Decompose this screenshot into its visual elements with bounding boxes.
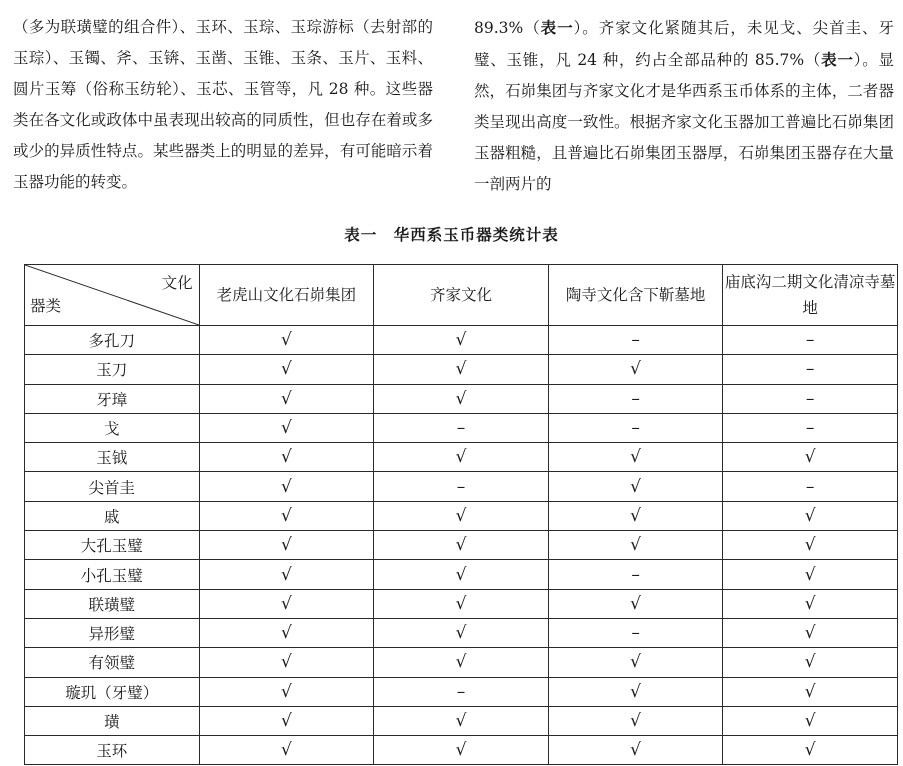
mark-cell: – (548, 384, 723, 413)
table-caption: 表一 华西系玉币器类统计表 (344, 226, 559, 244)
row-label-cell: 玉刀 (25, 355, 200, 384)
statistics-table (24, 264, 898, 765)
mark-cell: √ (199, 472, 374, 501)
mark-cell: √ (548, 355, 723, 384)
table-row (25, 677, 898, 706)
mark-cell: √ (548, 736, 723, 765)
table-reference: 表一 (540, 18, 574, 37)
table-row (25, 560, 898, 589)
mark-cell: – (723, 326, 898, 355)
right-text-3: ）。显然，石峁集团与齐家文化才是华西系玉币体系的主体，二者器类呈现出高度一致性。根据齐家文化玉器加工普遍比石峁集团玉器粗糙，且普遍比石峁集团玉器厚，石峁集团玉器存在大量一剖两片的 (474, 51, 894, 193)
column-header: 齐家文化 (374, 265, 549, 326)
row-label-cell: 多孔刀 (25, 326, 200, 355)
column-header: 庙底沟二期文化清凉寺墓地 (723, 265, 898, 326)
row-label-cell: 璜 (25, 706, 200, 735)
left-paragraph: （多为联璜璧的组合件）、玉环、玉琮、玉琮游标（去射部的玉琮）、玉镯、斧、玉锛、玉凿、玉锥、玉条、玉片、玉料、圆片玉筹（俗称玉纺轮）、玉芯、玉管等，凡 28 种。这些器类在各文化或政体中虽表现出较高的同质性，但也存在着或多或少的异质性特点。某些器类上的明显的差异，有可能暗示着玉器功能的转变。 (13, 18, 433, 191)
right-text-1: 89.3%（ (474, 19, 541, 37)
mark-cell: √ (548, 677, 723, 706)
mark-cell: √ (374, 560, 549, 589)
table-row (25, 589, 898, 618)
table-header-row (25, 265, 898, 326)
mark-cell: √ (199, 736, 374, 765)
mark-cell: √ (374, 326, 549, 355)
right-text-2: ）。齐家文化紧随其后，未见戈、尖首圭、牙璧、玉锥，凡 24 种，约占全部品种的 85.7%（ (474, 19, 894, 69)
column-header: 老虎山文化石峁集团 (199, 265, 374, 326)
mark-cell: √ (374, 355, 549, 384)
mark-cell: – (548, 618, 723, 647)
row-label-cell: 尖首圭 (25, 472, 200, 501)
row-label-cell: 玉环 (25, 736, 200, 765)
mark-cell: √ (374, 706, 549, 735)
table-row (25, 618, 898, 647)
mark-cell: √ (199, 677, 374, 706)
mark-cell: √ (723, 736, 898, 765)
row-label-cell: 玉钺 (25, 443, 200, 472)
table-row (25, 736, 898, 765)
mark-cell: √ (199, 443, 374, 472)
mark-cell: – (548, 413, 723, 442)
mark-cell: √ (199, 618, 374, 647)
row-label-cell: 有领璧 (25, 648, 200, 677)
mark-cell: √ (199, 355, 374, 384)
corner-header-cell (25, 265, 200, 326)
mark-cell: – (548, 326, 723, 355)
row-label-cell: 小孔玉璧 (25, 560, 200, 589)
table-row (25, 706, 898, 735)
mark-cell: √ (548, 531, 723, 560)
mark-cell: √ (723, 501, 898, 530)
table-row (25, 384, 898, 413)
mark-cell: √ (374, 648, 549, 677)
table-row (25, 531, 898, 560)
mark-cell: – (548, 560, 723, 589)
right-paragraph (474, 12, 894, 200)
table-row (25, 443, 898, 472)
row-label-cell: 异形璧 (25, 618, 200, 647)
mark-cell: √ (723, 677, 898, 706)
mark-cell: √ (374, 384, 549, 413)
mark-cell: √ (723, 648, 898, 677)
corner-label-type: 器类 (30, 297, 62, 315)
mark-cell: √ (374, 443, 549, 472)
mark-cell: √ (374, 736, 549, 765)
row-label-cell: 大孔玉璧 (25, 531, 200, 560)
mark-cell: √ (199, 706, 374, 735)
mark-cell: √ (199, 560, 374, 589)
mark-cell: – (723, 413, 898, 442)
right-text-column (474, 12, 894, 200)
mark-cell: √ (199, 326, 374, 355)
table-row (25, 413, 898, 442)
mark-cell: √ (548, 472, 723, 501)
mark-cell: √ (723, 560, 898, 589)
row-label-cell: 牙璋 (25, 384, 200, 413)
table-reference: 表一 (821, 50, 854, 69)
mark-cell: √ (723, 618, 898, 647)
table-row (25, 501, 898, 530)
row-label-cell: 戚 (25, 501, 200, 530)
table-row (25, 326, 898, 355)
mark-cell: √ (199, 384, 374, 413)
mark-cell: √ (548, 501, 723, 530)
mark-cell: √ (548, 589, 723, 618)
mark-cell: √ (374, 501, 549, 530)
table-row (25, 648, 898, 677)
column-header: 陶寺文化含下靳墓地 (548, 265, 723, 326)
mark-cell: √ (723, 589, 898, 618)
mark-cell: √ (723, 706, 898, 735)
mark-cell: √ (548, 706, 723, 735)
mark-cell: √ (723, 531, 898, 560)
mark-cell: – (374, 677, 549, 706)
mark-cell: – (723, 384, 898, 413)
row-label-cell: 璇玑（牙璧） (25, 677, 200, 706)
mark-cell: √ (723, 443, 898, 472)
mark-cell: √ (199, 531, 374, 560)
mark-cell: – (374, 472, 549, 501)
mark-cell: √ (199, 413, 374, 442)
left-text-column (13, 12, 433, 198)
mark-cell: √ (548, 443, 723, 472)
mark-cell: √ (374, 618, 549, 647)
mark-cell: √ (374, 589, 549, 618)
mark-cell: √ (199, 589, 374, 618)
mark-cell: √ (199, 501, 374, 530)
mark-cell: – (374, 413, 549, 442)
table-row (25, 355, 898, 384)
mark-cell: √ (199, 648, 374, 677)
mark-cell: √ (374, 531, 549, 560)
corner-label-culture: 文化 (161, 274, 193, 292)
mark-cell: – (723, 472, 898, 501)
row-label-cell: 联璜璧 (25, 589, 200, 618)
mark-cell: √ (548, 648, 723, 677)
table-row (25, 472, 898, 501)
row-label-cell: 戈 (25, 413, 200, 442)
mark-cell: – (723, 355, 898, 384)
